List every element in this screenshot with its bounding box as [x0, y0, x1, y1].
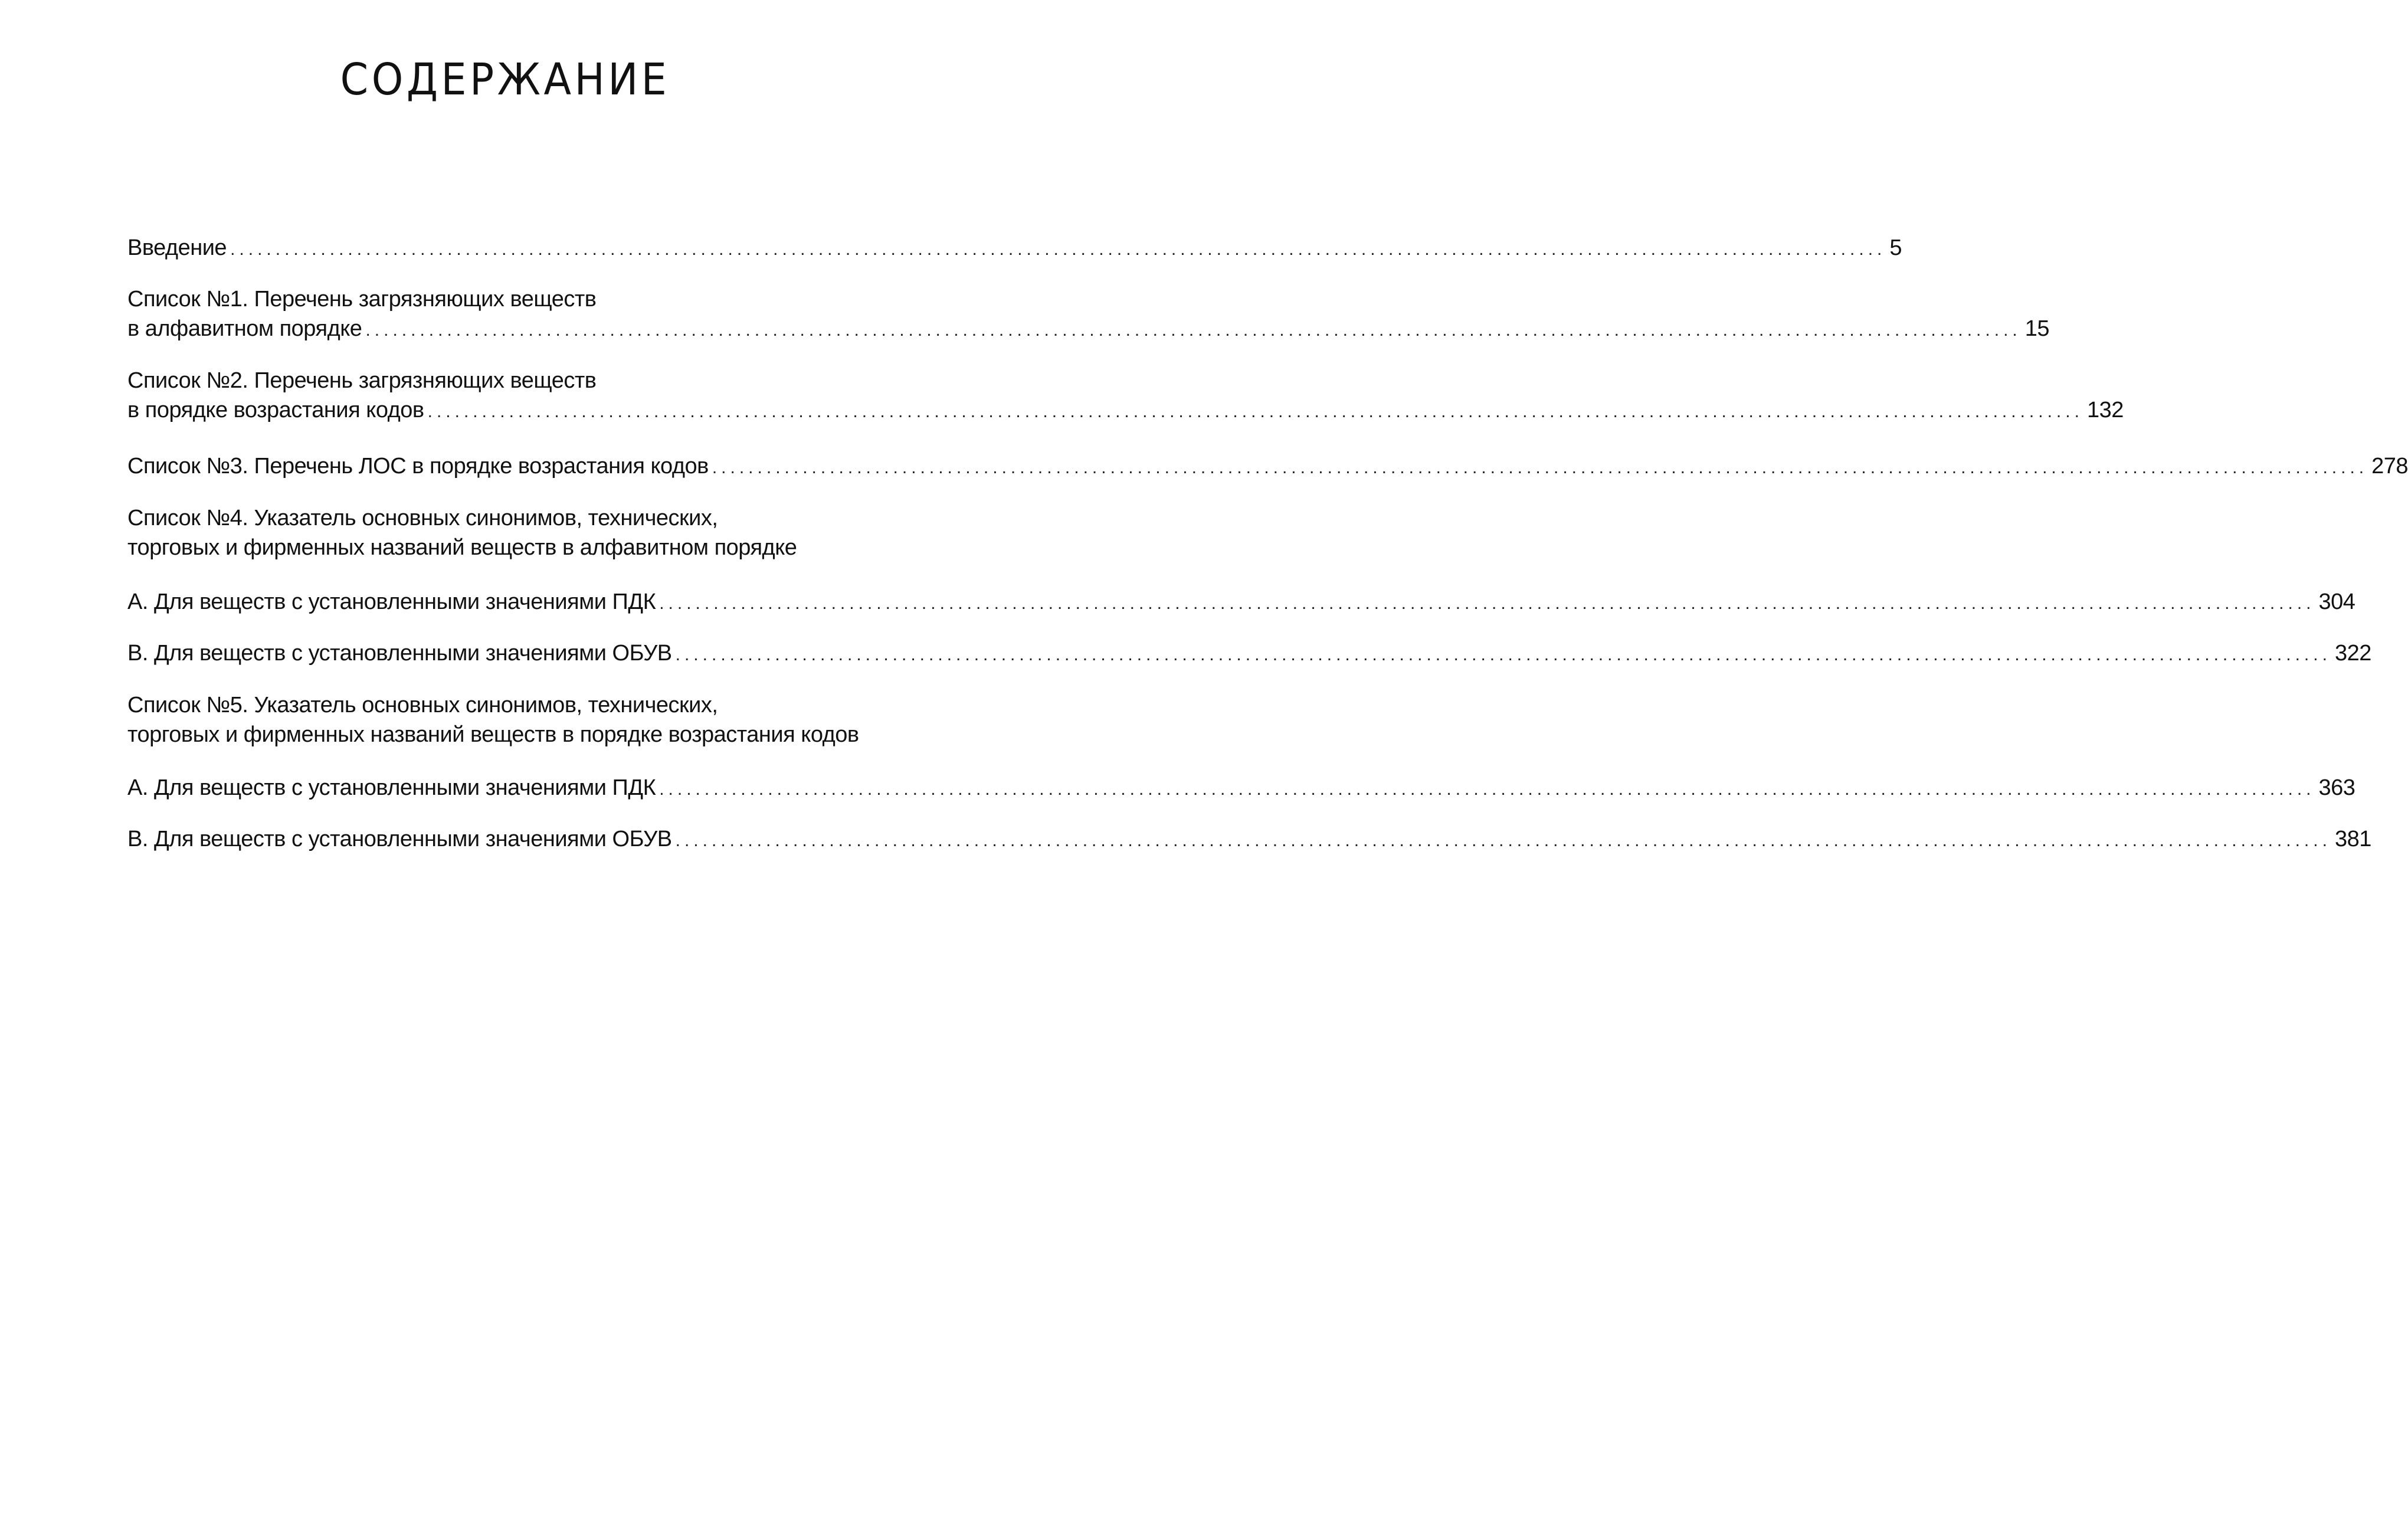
dot-leader: .......................................................................................................................................................................................: [675, 645, 2331, 664]
toc-entry-list-5[interactable]: [127, 690, 896, 749]
toc-entry-list-5-b[interactable]: [127, 824, 2371, 856]
toc-entry-title-continued: в порядке возрастания кодов: [127, 398, 424, 422]
toc-entry-list-4[interactable]: [127, 503, 896, 562]
toc-entry-title: Список №2. Перечень загрязняющих веществ: [127, 368, 597, 393]
dot-leader: .......................................................................................................................................................................................: [427, 402, 2083, 421]
toc-page-number: 5: [1889, 235, 1902, 260]
toc-page-number: 363: [2318, 775, 2355, 800]
toc-page-number: 304: [2318, 589, 2355, 614]
toc-entry-list-4-a[interactable]: [127, 587, 2355, 618]
toc-entry-title-continued: торговых и фирменных названий веществ в алфавитном порядке: [127, 535, 797, 560]
toc-page-number: 322: [2334, 641, 2371, 666]
toc-page-number: 381: [2334, 827, 2371, 851]
dot-leader: .......................................................................................................................................................................................: [659, 779, 2315, 799]
toc-entry-introduction[interactable]: [127, 233, 1902, 264]
toc-page-number: 278: [2371, 454, 2408, 479]
toc-entry-list-1[interactable]: [127, 284, 2050, 345]
toc-entry-title: Список №3. Перечень ЛОС в порядке возрастания кодов: [127, 454, 709, 479]
toc-entry-list-3[interactable]: [127, 451, 2408, 483]
dot-leader: .......................................................................................................................................................................................: [675, 831, 2331, 850]
dot-leader: .......................................................................................................................................................................................: [712, 458, 2368, 477]
toc-entry-title: Список №4. Указатель основных синонимов, технических,: [127, 506, 718, 530]
dot-leader: .......................................................................................................................................................................................: [659, 594, 2315, 613]
toc-page-number: 132: [2086, 398, 2124, 422]
toc-entry-title: А. Для веществ с установленными значениями ПДК: [127, 589, 656, 614]
toc-entry-list-2[interactable]: [127, 366, 2124, 427]
toc-entry-list-5-a[interactable]: [127, 773, 2355, 804]
toc-entry-title: В. Для веществ с установленными значениями ОБУВ: [127, 641, 672, 666]
toc-page-number: 15: [2024, 316, 2050, 341]
toc-entry-list-4-b[interactable]: [127, 638, 2371, 670]
toc-entry-title: Список №1. Перечень загрязняющих веществ: [127, 287, 597, 312]
toc-entry-title: Список №5. Указатель основных синонимов, технических,: [127, 693, 718, 718]
toc-entry-title: В. Для веществ с установленными значениями ОБУВ: [127, 827, 672, 851]
page-title: СОДЕРЖАНИЕ: [340, 54, 670, 105]
toc-entry-title: А. Для веществ с установленными значениями ПДК: [127, 775, 656, 800]
dot-leader: .......................................................................................................................................................................................: [230, 240, 1886, 259]
toc-entry-title-continued: в алфавитном порядке: [127, 316, 362, 341]
toc-entry-title-continued: торговых и фирменных названий веществ в порядке возрастания кодов: [127, 722, 859, 747]
dot-leader: .......................................................................................................................................................................................: [365, 320, 2022, 340]
toc-entry-title: Введение: [127, 235, 227, 260]
